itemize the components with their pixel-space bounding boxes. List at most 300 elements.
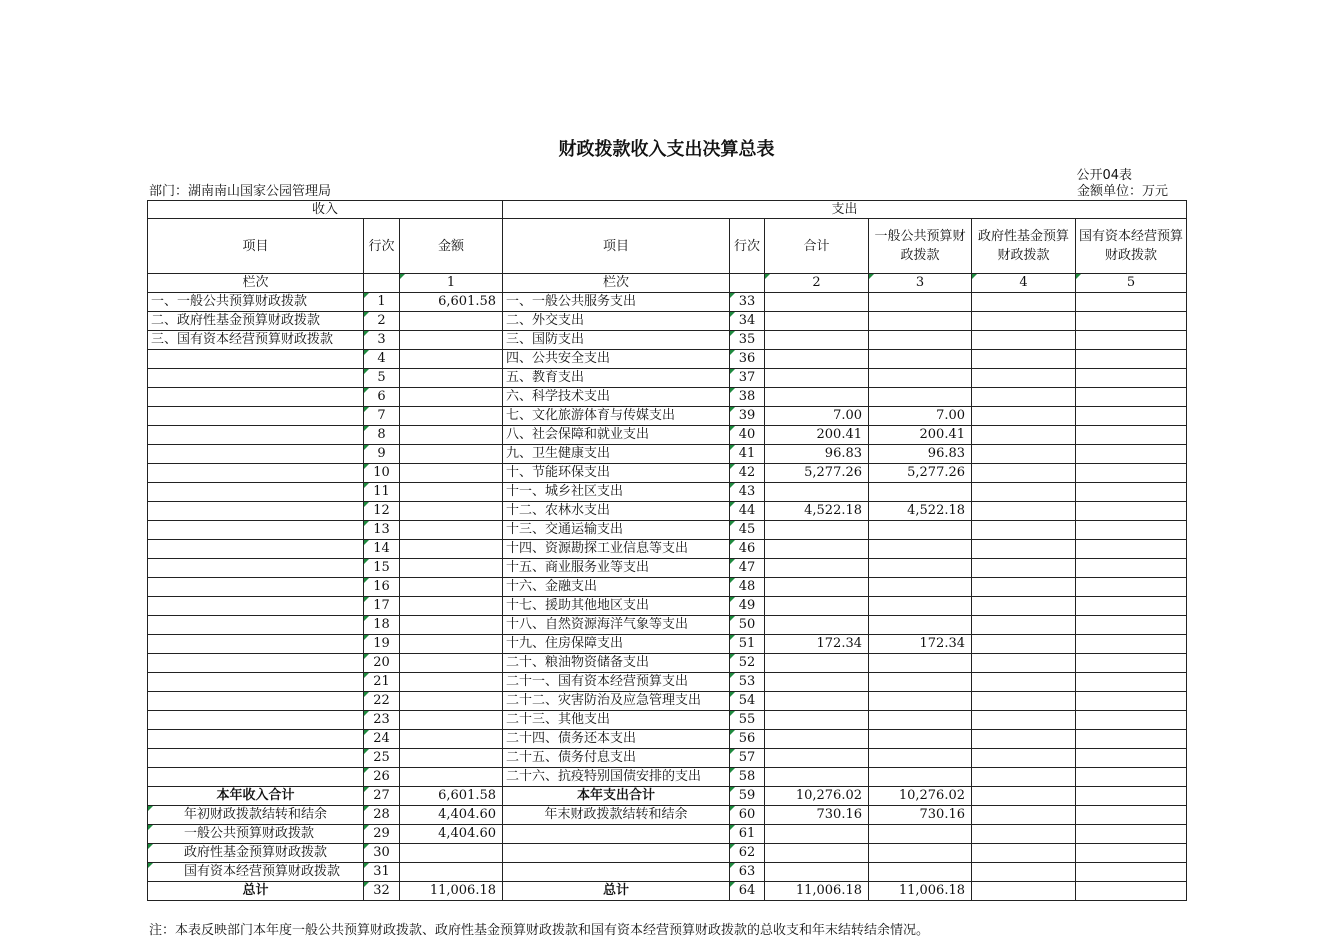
- expense-state-cell: [1076, 312, 1187, 331]
- income-row-no-cell: 29: [364, 825, 400, 844]
- income-item-cell: [148, 540, 364, 559]
- department-label: 部门：湖南南山国家公园管理局: [149, 184, 332, 199]
- expense-state-cell: [1076, 293, 1187, 312]
- expense-fund-cell: [972, 844, 1076, 863]
- expense-state-cell: [1076, 521, 1187, 540]
- income-item-cell: [148, 407, 364, 426]
- expense-row-no-cell: 47: [730, 559, 765, 578]
- expense-item-cell: 一、一般公共服务支出: [503, 293, 730, 312]
- expense-item-cell: [503, 863, 730, 882]
- lanci-c5: 5: [1076, 274, 1187, 293]
- expense-general-cell: [869, 312, 972, 331]
- expense-total-cell: [765, 578, 869, 597]
- income-item-cell: [148, 502, 364, 521]
- expense-item-cell: 八、社会保障和就业支出: [503, 426, 730, 445]
- expense-state-cell: [1076, 749, 1187, 768]
- table-row: [148, 749, 1187, 768]
- income-amount-cell: 6,601.58: [400, 293, 503, 312]
- income-item-cell: [148, 597, 364, 616]
- expense-general-cell: [869, 730, 972, 749]
- expense-fund-cell: [972, 464, 1076, 483]
- expense-fund-cell: [972, 635, 1076, 654]
- expense-fund-cell: [972, 388, 1076, 407]
- expense-total-cell: [765, 388, 869, 407]
- expense-general-cell: [869, 369, 972, 388]
- income-amount-cell: [400, 540, 503, 559]
- expense-fund-cell: [972, 331, 1076, 350]
- expense-general-cell: 730.16: [869, 806, 972, 825]
- expense-general-cell: [869, 578, 972, 597]
- expense-fund-cell: [972, 369, 1076, 388]
- expense-row-no-cell: 60: [730, 806, 765, 825]
- expense-fund-cell: [972, 882, 1076, 901]
- expense-state-cell: [1076, 787, 1187, 806]
- report-title: 财政拨款收入支出决算总表: [558, 139, 775, 160]
- expense-state-cell: [1076, 882, 1187, 901]
- expense-state-cell: [1076, 806, 1187, 825]
- expense-state-cell: [1076, 616, 1187, 635]
- expense-state-cell: [1076, 863, 1187, 882]
- income-amount-cell: [400, 312, 503, 331]
- income-row-no-cell: 23: [364, 711, 400, 730]
- expense-state-cell: [1076, 578, 1187, 597]
- expense-total-cell: [765, 844, 869, 863]
- expense-fund-cell: [972, 787, 1076, 806]
- expense-total-cell: [765, 559, 869, 578]
- income-item-cell: [148, 635, 364, 654]
- income-item-cell: [148, 578, 364, 597]
- table-row: [148, 331, 1187, 350]
- income-item-cell: 本年收入合计: [148, 787, 364, 806]
- expense-item-cell: 九、卫生健康支出: [503, 445, 730, 464]
- expense-fund-cell: [972, 616, 1076, 635]
- table-row: [148, 559, 1187, 578]
- expense-item-cell: 十五、商业服务业等支出: [503, 559, 730, 578]
- expense-row-no-cell: 44: [730, 502, 765, 521]
- income-amount-cell: [400, 445, 503, 464]
- expense-row-no-cell: 64: [730, 882, 765, 901]
- expense-general-cell: [869, 597, 972, 616]
- expense-total-cell: [765, 483, 869, 502]
- expense-total-cell: [765, 768, 869, 787]
- table-row: [148, 369, 1187, 388]
- expense-item-cell: 总计: [503, 882, 730, 901]
- income-amount-cell: [400, 407, 503, 426]
- expense-item-cell: [503, 825, 730, 844]
- expense-item-cell: 十九、住房保障支出: [503, 635, 730, 654]
- income-row-no-cell: 24: [364, 730, 400, 749]
- expense-total-cell: 200.41: [765, 426, 869, 445]
- header-state: 国有资本经营预算财政拨款: [1076, 219, 1187, 274]
- expense-total-cell: [765, 369, 869, 388]
- expense-state-cell: [1076, 483, 1187, 502]
- expense-row-no-cell: 37: [730, 369, 765, 388]
- expense-item-cell: 二十三、其他支出: [503, 711, 730, 730]
- header-fund: 政府性基金预算财政拨款: [972, 219, 1076, 274]
- expense-item-cell: [503, 844, 730, 863]
- expense-total-cell: 10,276.02: [765, 787, 869, 806]
- header-row-no: 行次: [364, 219, 400, 274]
- table-row: [148, 768, 1187, 787]
- expense-general-cell: 10,276.02: [869, 787, 972, 806]
- expense-state-cell: [1076, 407, 1187, 426]
- table-row: [148, 711, 1187, 730]
- income-row-no-cell: 3: [364, 331, 400, 350]
- table-row: [148, 806, 1187, 825]
- header-general: 一般公共预算财政拨款: [869, 219, 972, 274]
- income-amount-cell: [400, 844, 503, 863]
- income-amount-cell: [400, 502, 503, 521]
- expense-item-cell: 十三、交通运输支出: [503, 521, 730, 540]
- expense-state-cell: [1076, 350, 1187, 369]
- income-item-cell: 二、政府性基金预算财政拨款: [148, 312, 364, 331]
- income-item-cell: [148, 673, 364, 692]
- income-item-cell: [148, 768, 364, 787]
- expense-row-no-cell: 35: [730, 331, 765, 350]
- expense-general-cell: 200.41: [869, 426, 972, 445]
- income-item-cell: [148, 711, 364, 730]
- expense-item-cell: 十七、援助其他地区支出: [503, 597, 730, 616]
- expense-item-cell: 十四、资源勘探工业信息等支出: [503, 540, 730, 559]
- table-row: [148, 426, 1187, 445]
- expense-general-cell: 5,277.26: [869, 464, 972, 483]
- lanci-c3: 3: [869, 274, 972, 293]
- income-row-no-cell: 7: [364, 407, 400, 426]
- table-row: [148, 863, 1187, 882]
- income-item-cell: [148, 426, 364, 445]
- expense-total-cell: [765, 312, 869, 331]
- expense-row-no-cell: 46: [730, 540, 765, 559]
- expense-item-cell: 十二、农林水支出: [503, 502, 730, 521]
- table-row: [148, 654, 1187, 673]
- expense-fund-cell: [972, 540, 1076, 559]
- expense-general-cell: [869, 673, 972, 692]
- expense-total-cell: 96.83: [765, 445, 869, 464]
- expense-general-cell: [869, 540, 972, 559]
- expense-general-cell: [869, 559, 972, 578]
- income-row-no-cell: 11: [364, 483, 400, 502]
- income-amount-cell: [400, 692, 503, 711]
- expense-general-cell: 96.83: [869, 445, 972, 464]
- income-item-cell: [148, 616, 364, 635]
- income-item-cell: [148, 749, 364, 768]
- income-amount-cell: [400, 654, 503, 673]
- expense-fund-cell: [972, 654, 1076, 673]
- expense-total-cell: [765, 711, 869, 730]
- expense-row-no-cell: 62: [730, 844, 765, 863]
- expense-fund-cell: [972, 749, 1076, 768]
- table-row: [148, 673, 1187, 692]
- expense-total-cell: [765, 293, 869, 312]
- expense-state-cell: [1076, 768, 1187, 787]
- expense-fund-cell: [972, 293, 1076, 312]
- expense-fund-cell: [972, 578, 1076, 597]
- expense-item-cell: 四、公共安全支出: [503, 350, 730, 369]
- expense-item-cell: 三、国防支出: [503, 331, 730, 350]
- lanci-empty: [364, 274, 400, 293]
- income-row-no-cell: 18: [364, 616, 400, 635]
- table-row: [148, 692, 1187, 711]
- table-row: [148, 730, 1187, 749]
- expense-item-cell: 二十六、抗疫特别国债安排的支出: [503, 768, 730, 787]
- expense-general-cell: [869, 654, 972, 673]
- expense-general-cell: 11,006.18: [869, 882, 972, 901]
- expense-general-cell: [869, 768, 972, 787]
- expense-item-cell: 五、教育支出: [503, 369, 730, 388]
- expense-state-cell: [1076, 445, 1187, 464]
- expense-row-no-cell: 40: [730, 426, 765, 445]
- expense-total-cell: [765, 521, 869, 540]
- expense-total-cell: [765, 654, 869, 673]
- income-item-cell: 三、国有资本经营预算财政拨款: [148, 331, 364, 350]
- expense-row-no-cell: 39: [730, 407, 765, 426]
- income-item-cell: 总计: [148, 882, 364, 901]
- table-row: [148, 578, 1187, 597]
- lanci-label: 栏次: [148, 274, 364, 293]
- expense-general-cell: [869, 331, 972, 350]
- expense-item-cell: 二十四、债务还本支出: [503, 730, 730, 749]
- expense-state-cell: [1076, 597, 1187, 616]
- income-row-no-cell: 15: [364, 559, 400, 578]
- expense-fund-cell: [972, 521, 1076, 540]
- expense-row-no-cell: 57: [730, 749, 765, 768]
- lanci-label2: 栏次: [503, 274, 730, 293]
- table-row: [148, 464, 1187, 483]
- expense-state-cell: [1076, 673, 1187, 692]
- report-meta: [147, 162, 1186, 200]
- expense-total-cell: [765, 863, 869, 882]
- income-row-no-cell: 20: [364, 654, 400, 673]
- income-amount-cell: 4,404.60: [400, 806, 503, 825]
- table-row: [148, 445, 1187, 464]
- income-item-cell: [148, 369, 364, 388]
- income-amount-cell: [400, 426, 503, 445]
- expense-total-cell: 5,277.26: [765, 464, 869, 483]
- income-item-cell: 政府性基金预算财政拨款: [148, 844, 364, 863]
- expense-total-cell: [765, 616, 869, 635]
- expense-row-no-cell: 56: [730, 730, 765, 749]
- income-amount-cell: [400, 616, 503, 635]
- expense-fund-cell: [972, 312, 1076, 331]
- lanci-c1: 1: [400, 274, 503, 293]
- table-row: [148, 635, 1187, 654]
- table-row: [148, 407, 1187, 426]
- income-amount-cell: 6,601.58: [400, 787, 503, 806]
- header-item: 项目: [148, 219, 364, 274]
- expense-item-cell: 六、科学技术支出: [503, 388, 730, 407]
- income-amount-cell: 11,006.18: [400, 882, 503, 901]
- expense-total-cell: 4,522.18: [765, 502, 869, 521]
- income-row-no-cell: 21: [364, 673, 400, 692]
- expense-general-cell: [869, 521, 972, 540]
- income-item-cell: [148, 350, 364, 369]
- income-item-cell: [148, 388, 364, 407]
- income-amount-cell: [400, 464, 503, 483]
- expense-fund-cell: [972, 692, 1076, 711]
- expense-total-cell: 172.34: [765, 635, 869, 654]
- table-row: [148, 597, 1187, 616]
- table-row: [148, 540, 1187, 559]
- expense-state-cell: [1076, 369, 1187, 388]
- expense-state-cell: [1076, 692, 1187, 711]
- expense-item-cell: 十、节能环保支出: [503, 464, 730, 483]
- expense-general-cell: [869, 711, 972, 730]
- expense-row-no-cell: 38: [730, 388, 765, 407]
- header-total: 合计: [765, 219, 869, 274]
- income-section-header: 收入: [148, 201, 503, 219]
- expense-state-cell: [1076, 825, 1187, 844]
- expense-row-no-cell: 55: [730, 711, 765, 730]
- expense-item-cell: 本年支出合计: [503, 787, 730, 806]
- expense-total-cell: [765, 350, 869, 369]
- income-amount-cell: [400, 768, 503, 787]
- expense-total-cell: [765, 692, 869, 711]
- income-amount-cell: [400, 635, 503, 654]
- income-row-no-cell: 28: [364, 806, 400, 825]
- income-row-no-cell: 5: [364, 369, 400, 388]
- income-row-no-cell: 22: [364, 692, 400, 711]
- expense-general-cell: [869, 692, 972, 711]
- expense-state-cell: [1076, 388, 1187, 407]
- expense-state-cell: [1076, 654, 1187, 673]
- expense-fund-cell: [972, 502, 1076, 521]
- expense-general-cell: 4,522.18: [869, 502, 972, 521]
- income-item-cell: 年初财政拨款结转和结余: [148, 806, 364, 825]
- expense-total-cell: [765, 730, 869, 749]
- table-row: [148, 312, 1187, 331]
- income-item-cell: 国有资本经营预算财政拨款: [148, 863, 364, 882]
- income-amount-cell: [400, 673, 503, 692]
- income-item-cell: [148, 730, 364, 749]
- income-row-no-cell: 31: [364, 863, 400, 882]
- income-row-no-cell: 4: [364, 350, 400, 369]
- income-row-no-cell: 27: [364, 787, 400, 806]
- unit-label: 金额单位：万元: [1076, 184, 1168, 199]
- income-item-cell: [148, 464, 364, 483]
- table-row: [148, 882, 1187, 901]
- expense-fund-cell: [972, 597, 1076, 616]
- expense-row-no-cell: 33: [730, 293, 765, 312]
- expense-row-no-cell: 42: [730, 464, 765, 483]
- expense-state-cell: [1076, 331, 1187, 350]
- income-item-cell: [148, 445, 364, 464]
- expense-item-cell: 二十、粮油物资储备支出: [503, 654, 730, 673]
- table-row: [148, 844, 1187, 863]
- expense-general-cell: 7.00: [869, 407, 972, 426]
- expense-row-no-cell: 59: [730, 787, 765, 806]
- table-row: [148, 483, 1187, 502]
- expense-item-cell: 七、文化旅游体育与传媒支出: [503, 407, 730, 426]
- table-body: [148, 293, 1187, 901]
- income-item-cell: [148, 483, 364, 502]
- income-row-no-cell: 12: [364, 502, 400, 521]
- expense-general-cell: [869, 350, 972, 369]
- expense-item-cell: 十六、金融支出: [503, 578, 730, 597]
- expense-item-cell: 二十二、灾害防治及应急管理支出: [503, 692, 730, 711]
- expense-state-cell: [1076, 730, 1187, 749]
- income-row-no-cell: 32: [364, 882, 400, 901]
- header-item2: 项目: [503, 219, 730, 274]
- expense-fund-cell: [972, 407, 1076, 426]
- income-row-no-cell: 25: [364, 749, 400, 768]
- table-row: [148, 388, 1187, 407]
- expense-state-cell: [1076, 464, 1187, 483]
- lanci-c2: 2: [765, 274, 869, 293]
- income-row-no-cell: 10: [364, 464, 400, 483]
- expense-item-cell: 二、外交支出: [503, 312, 730, 331]
- table-row: [148, 787, 1187, 806]
- lanci-row: [148, 274, 1187, 293]
- expense-state-cell: [1076, 502, 1187, 521]
- income-row-no-cell: 14: [364, 540, 400, 559]
- income-item-cell: 一般公共预算财政拨款: [148, 825, 364, 844]
- report-sheet: [147, 138, 1186, 938]
- expense-fund-cell: [972, 863, 1076, 882]
- header-amount: 金额: [400, 219, 503, 274]
- expense-row-no-cell: 48: [730, 578, 765, 597]
- expense-general-cell: [869, 483, 972, 502]
- expense-general-cell: [869, 749, 972, 768]
- income-row-no-cell: 30: [364, 844, 400, 863]
- table-row: [148, 350, 1187, 369]
- table-row: [148, 825, 1187, 844]
- expense-row-no-cell: 61: [730, 825, 765, 844]
- table-row: [148, 616, 1187, 635]
- income-row-no-cell: 13: [364, 521, 400, 540]
- finance-table: [147, 200, 1187, 901]
- expense-fund-cell: [972, 445, 1076, 464]
- income-amount-cell: [400, 730, 503, 749]
- expense-item-cell: 十八、自然资源海洋气象等支出: [503, 616, 730, 635]
- expense-total-cell: [765, 540, 869, 559]
- income-amount-cell: [400, 483, 503, 502]
- income-amount-cell: [400, 578, 503, 597]
- expense-state-cell: [1076, 426, 1187, 445]
- income-item-cell: [148, 521, 364, 540]
- income-item-cell: [148, 559, 364, 578]
- expense-fund-cell: [972, 768, 1076, 787]
- expense-row-no-cell: 34: [730, 312, 765, 331]
- expense-fund-cell: [972, 825, 1076, 844]
- expense-item-cell: 十一、城乡社区支出: [503, 483, 730, 502]
- income-item-cell: [148, 654, 364, 673]
- expense-fund-cell: [972, 426, 1076, 445]
- expense-total-cell: [765, 331, 869, 350]
- expense-row-no-cell: 50: [730, 616, 765, 635]
- expense-fund-cell: [972, 806, 1076, 825]
- expense-general-cell: [869, 293, 972, 312]
- footnote: 注：本表反映部门本年度一般公共预算财政拨款、政府性基金预算财政拨款和国有资本经营预算财政拨款的总收支和年末结转结余情况。: [149, 923, 930, 938]
- expense-general-cell: [869, 388, 972, 407]
- income-amount-cell: [400, 388, 503, 407]
- expense-total-cell: [765, 673, 869, 692]
- form-code: 公开04表: [1076, 168, 1132, 183]
- expense-item-cell: 二十一、国有资本经营预算支出: [503, 673, 730, 692]
- expense-fund-cell: [972, 673, 1076, 692]
- income-item-cell: [148, 692, 364, 711]
- income-amount-cell: [400, 597, 503, 616]
- expense-total-cell: 11,006.18: [765, 882, 869, 901]
- expense-state-cell: [1076, 635, 1187, 654]
- income-item-cell: 一、一般公共预算财政拨款: [148, 293, 364, 312]
- income-row-no-cell: 19: [364, 635, 400, 654]
- lanci-empty2: [730, 274, 765, 293]
- expense-state-cell: [1076, 844, 1187, 863]
- income-amount-cell: [400, 711, 503, 730]
- expense-fund-cell: [972, 559, 1076, 578]
- table-row: [148, 293, 1187, 312]
- expense-row-no-cell: 51: [730, 635, 765, 654]
